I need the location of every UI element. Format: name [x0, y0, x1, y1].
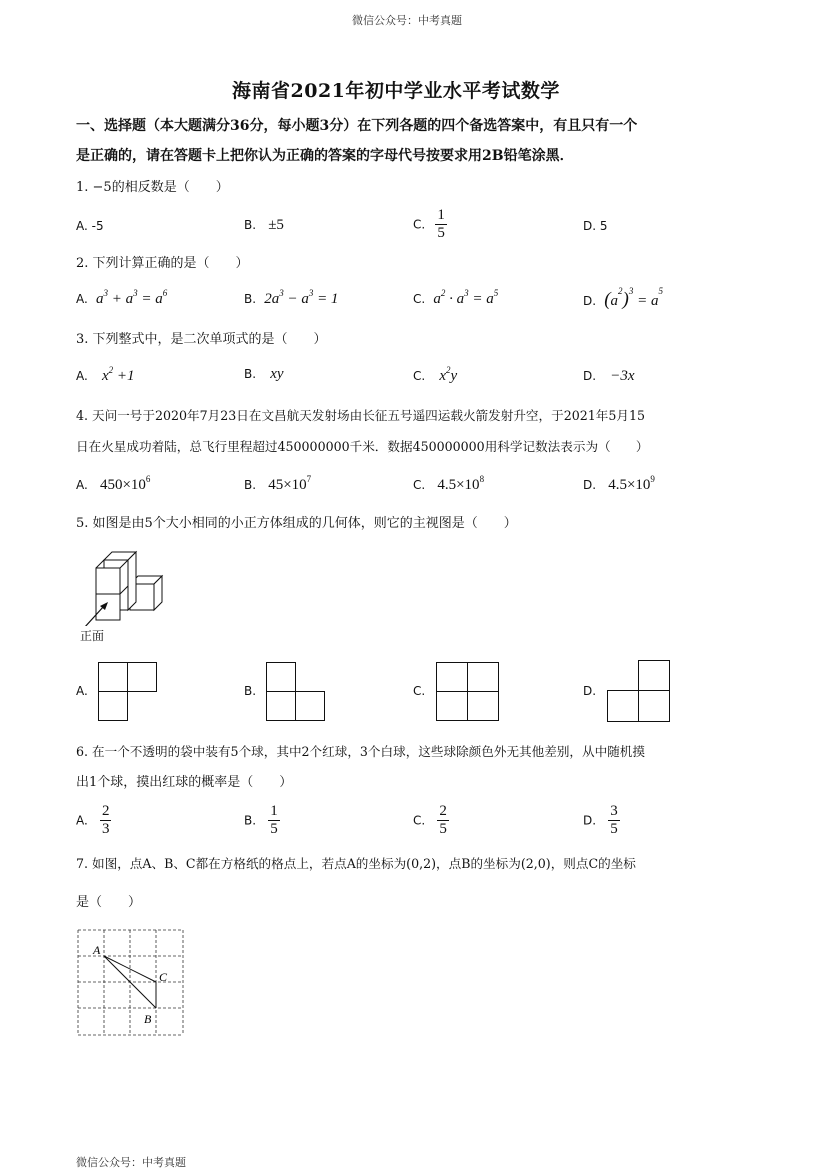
question-5-stem: 5. 如图是由5个大小相同的小正方体组成的几何体，则它的主视图是（ ）: [76, 516, 517, 531]
q6-c-numerator: 2: [439, 803, 447, 819]
q6-option-d-label: D.: [583, 813, 597, 828]
q4-option-a[interactable]: A. $450\times 10^6$: [76, 474, 151, 493]
q1-option-b-label: B.: [244, 218, 257, 232]
q3-option-c-label: C.: [413, 369, 426, 383]
q5-front-label: 正面: [80, 629, 105, 643]
q1-option-c-fraction: [435, 207, 447, 242]
q7-grid-figure: [76, 928, 186, 1040]
section-instructions-line2: 是正确的，请在答题卡上把你认为正确的答案的字母代号按要求用2B铅笔涂黑．: [76, 148, 574, 164]
q3-option-b-label: B.: [244, 367, 257, 381]
page-title: 海南省2021年初中学业水平考试数学: [232, 80, 560, 102]
q5-b-square-2: [266, 691, 296, 721]
q4-option-c[interactable]: C. $4.5\times 10^8$: [413, 474, 485, 493]
q4-option-d[interactable]: D. $4.5\times 10^9$: [583, 474, 655, 493]
q6-b-numerator: 1: [270, 803, 278, 819]
q1-option-d[interactable]: D. 5: [583, 219, 608, 233]
question-6-line1: 6. 在一个不透明的袋中装有5个球，其中2个红球，3个白球，这些球除颜色外无其他差别，从中随机摸: [76, 744, 645, 759]
q1-option-a[interactable]: A. -5: [76, 219, 104, 233]
q5-d-square-1: [638, 660, 670, 691]
q5-d-square-3: [638, 690, 670, 722]
q6-option-b[interactable]: [244, 803, 280, 838]
q3-option-c[interactable]: C. $x^2y$: [413, 365, 458, 384]
q1-option-c-label: C.: [413, 217, 426, 232]
q6-option-c[interactable]: [413, 803, 449, 838]
q1-c-numerator: 1: [437, 207, 445, 223]
q5-b-square-1: [266, 662, 296, 692]
q2-option-d[interactable]: D. $(a^2)^3 = a^5$: [583, 286, 663, 310]
section-instructions-line1: 一、选择题（本大题满分36分，每小题3分）在下列各题的四个备选答案中，有且只有一个: [76, 118, 638, 134]
q4-option-b-label: B.: [244, 478, 257, 492]
question-4-line2: 日在火星成功着陆，总飞行里程超过450000000千米．数据450000000用科学记数法表示为（ ）: [76, 439, 649, 454]
q1-option-b-value: ±5: [268, 217, 284, 233]
question-7-line1: 7. 如图，点A、B、C都在方格纸的格点上，若点A的坐标为(0,2)，点B的坐标为(2,0)，则点C的坐标: [76, 856, 636, 871]
q5-c-square-3: [436, 691, 468, 721]
q5-option-c-label[interactable]: C.: [413, 684, 426, 698]
q5-d-square-2: [607, 690, 639, 722]
q3-option-a[interactable]: A. $x^2 +1$: [76, 365, 135, 384]
footer-watermark: 微信公众号：中考真题: [76, 1156, 186, 1169]
q6-a-fraction: [100, 803, 112, 838]
q1-c-denominator: 5: [437, 225, 445, 241]
q6-option-d[interactable]: [583, 803, 620, 838]
q7-point-b-label: B: [144, 1012, 152, 1026]
q5-option-d-label[interactable]: D.: [583, 684, 597, 698]
q2-option-c[interactable]: C. $a^2 \cdot a^3 = a^5$: [413, 288, 499, 307]
q7-point-c-label: C: [159, 970, 168, 984]
q4-option-b[interactable]: B. $45\times 10^7$: [244, 474, 312, 493]
q4-option-a-label: A.: [76, 478, 88, 492]
q5-a-square-2: [127, 662, 157, 692]
q2-option-a-label: A.: [76, 292, 88, 306]
q3-option-b[interactable]: B. xy: [244, 366, 284, 382]
q5-c-square-2: [467, 662, 499, 692]
q6-option-a-label: A.: [76, 813, 88, 828]
q5-option-a-label[interactable]: A.: [76, 684, 88, 698]
question-3-stem: 3. 下列整式中，是二次单项式的是（ ）: [76, 332, 327, 347]
question-2-stem: 2. 下列计算正确的是（ ）: [76, 256, 249, 271]
question-7-line2: 是（ ）: [76, 895, 142, 910]
q6-option-a[interactable]: [76, 803, 111, 838]
q6-a-denominator: 3: [101, 821, 110, 837]
q4-option-d-label: D.: [583, 478, 597, 492]
question-1-stem: 1. −5的相反数是（ ）: [76, 180, 229, 195]
q2-option-b-label: B.: [244, 292, 257, 306]
q6-c-fraction: [437, 803, 449, 838]
q5-solid-figure: [78, 548, 168, 626]
q6-b-fraction: [268, 803, 280, 838]
q6-option-c-label: C.: [413, 813, 426, 828]
q2-option-b[interactable]: B. $2a^3 - a^3 = 1$: [244, 288, 339, 307]
q5-a-square-1: [98, 662, 128, 692]
q6-c-denominator: 5: [439, 821, 447, 837]
q6-option-b-label: B.: [244, 813, 257, 828]
q4-option-c-label: C.: [413, 478, 426, 492]
question-6-line2: 出1个球，摸出红球的概率是（ ）: [76, 775, 293, 790]
q5-b-square-3: [295, 691, 325, 721]
q3-option-d[interactable]: D. −3x: [583, 368, 635, 384]
q6-a-numerator: 2: [101, 803, 110, 819]
q5-option-b-label[interactable]: B.: [244, 684, 257, 698]
q6-b-denominator: 5: [270, 821, 278, 837]
q6-d-numerator: 3: [610, 803, 618, 819]
q5-c-square-4: [467, 691, 499, 721]
q2-option-c-label: C.: [413, 292, 426, 306]
q6-d-denominator: 5: [610, 821, 618, 837]
q1-option-c[interactable]: [413, 207, 447, 242]
q6-d-fraction: [608, 803, 620, 838]
q2-option-a[interactable]: A. $a^3 + a^3 = a^6$: [76, 288, 168, 307]
q2-option-d-label: D.: [583, 294, 597, 308]
q3-option-d-label: D.: [583, 369, 597, 383]
q7-point-a-label: A: [93, 943, 101, 957]
q5-c-square-1: [436, 662, 468, 692]
q3-option-a-label: A.: [76, 369, 88, 383]
header-watermark: 微信公众号：中考真题: [352, 14, 462, 27]
q1-option-b[interactable]: [244, 217, 284, 234]
question-4-line1: 4. 天问一号于2020年7月23日在文昌航天发射场由长征五号遥四运载火箭发射升空，于2021年5月15: [76, 408, 645, 423]
q5-a-square-3: [98, 691, 128, 721]
